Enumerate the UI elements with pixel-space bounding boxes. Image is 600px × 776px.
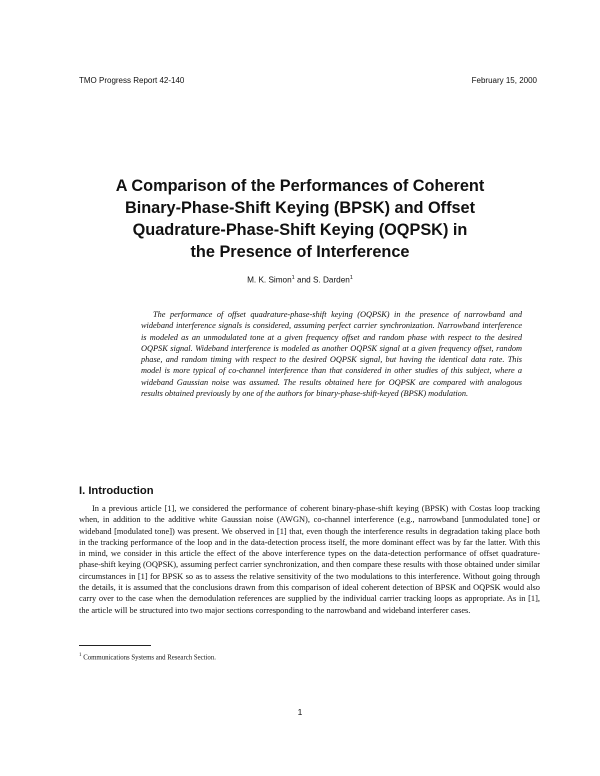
introduction-paragraph: In a previous article [1], we considered the performance of coherent binary-phase-shift keying (BPSK) with Costas loop tracking when, in addition to the additive white Gaussian noise (AWGN), co-channel interference (e.g., narrowband [unmodulated tone] or wideband [modulated tone]) was present. We observed in [1] that, even though the interference results in degradation taking place both in the tracking performance of the loop and in the data-detection process itself, the more dominant effect was by far the latter. With this in mind, we consider in this article the effect of the above interference types on the data-detection performance of offset quadrature-phase-shift keying (OQPSK), assuming perfect carrier synchronization, and then compare these results with those obtained under similar circumstances in [1] for BPSK so as to assess the relative sensitivity of the two modulations to this interference. Without going through the details, it is assumed that the conclusions drawn from this comparison of ideal coherent detection of BPSK and OQPSK would also carry over to the case when the demodulation references are supplied by the individual carrier tracking loops as appropriate. As in [1], the article will be structured into two major sections corresponding to the narrowband and wideband interferer cases. (79, 504, 540, 615)
footnote-marker: 1 (79, 653, 82, 658)
author-name: S. Darden (312, 275, 350, 285)
report-date: February 15, 2000 (471, 76, 537, 85)
footnote-marker: 1 (291, 275, 295, 281)
title-line: Binary-Phase-Shift Keying (BPSK) and Offset (124, 199, 476, 217)
page-number: 1 (297, 707, 303, 717)
title-line: A Comparison of the Performances of Coherent (115, 177, 485, 195)
report-number: TMO Progress Report 42-140 (79, 76, 185, 85)
abstract: The performance of offset quadrature-phase-shift keying (OQPSK) in the presence of narrowband and wideband interference signals is considered, assuming perfect carrier synchronization. Narrowband interference is modeled as an unmodulated tone at a given frequency offset and random phase with respect to the desired OQPSK signal. Wideband interference is modeled as another OQPSK signal at a given frequency offset, random phase, and random timing with respect to the desired OQPSK signal, but having the identical data rate. This model is more typical of co-channel interference than that considered in other studies of this subject, where a wideband Gaussian noise was assumed. The results obtained here for OQPSK are compared with analogous results obtained previously by one of the authors for binary-phase-shift-keyed (BPSK) modulation. (141, 310, 522, 399)
footnote (79, 653, 216, 661)
author-conjunction: and (297, 275, 311, 285)
author-list (0, 275, 600, 285)
footnote-divider (79, 645, 151, 646)
title-line: the Presence of Interference (190, 243, 410, 261)
footnote-marker: 1 (349, 275, 353, 281)
section-heading: I. Introduction (79, 485, 154, 497)
author-name: M. K. Simon (247, 275, 292, 285)
title-line: Quadrature-Phase-Shift Keying (OQPSK) in (132, 221, 468, 239)
footnote-text: Communications Systems and Research Section. (83, 654, 216, 662)
paper-title (60, 175, 540, 263)
